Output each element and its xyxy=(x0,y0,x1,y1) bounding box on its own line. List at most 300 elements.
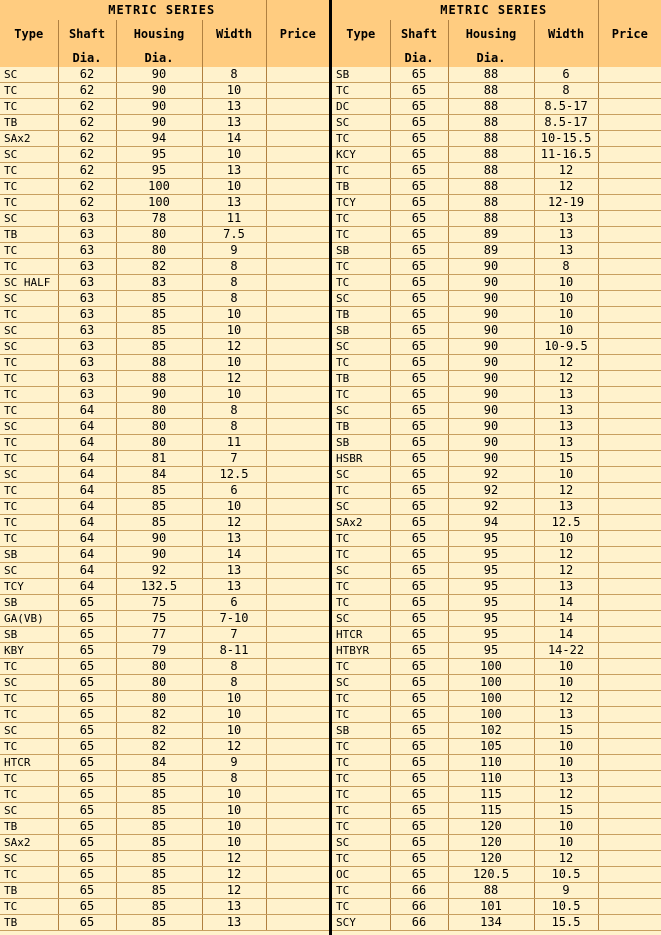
cell-price xyxy=(598,707,661,723)
cell-price xyxy=(266,227,329,243)
cell-shaft-dia: 65 xyxy=(58,883,116,899)
cell-price xyxy=(266,115,329,131)
cell-price xyxy=(266,579,329,595)
table-row xyxy=(332,307,661,323)
cell-type: DC xyxy=(332,99,390,115)
cell-type: TC xyxy=(332,691,390,707)
cell-housing-dia: 81 xyxy=(116,451,202,467)
cell-width: 10 xyxy=(202,723,266,739)
cell-price xyxy=(598,451,661,467)
cell-shaft-dia: 65 xyxy=(390,627,448,643)
table-row xyxy=(0,579,329,595)
table-row xyxy=(332,451,661,467)
cell-type: SB xyxy=(332,323,390,339)
cell-housing-dia: 80 xyxy=(116,691,202,707)
cell-shaft-dia: 62 xyxy=(58,179,116,195)
cell-width: 13 xyxy=(534,771,598,787)
cell-shaft-dia: 64 xyxy=(58,563,116,579)
table-row xyxy=(0,691,329,707)
cell-type: SCY xyxy=(332,915,390,931)
cell-type: SC xyxy=(332,291,390,307)
cell-housing-dia: 95 xyxy=(448,547,534,563)
cell-shaft-dia: 63 xyxy=(58,307,116,323)
cell-type: SB xyxy=(332,243,390,259)
cell-shaft-dia: 63 xyxy=(58,275,116,291)
cell-shaft-dia: 65 xyxy=(390,595,448,611)
table-body-left xyxy=(0,67,329,931)
cell-price xyxy=(598,467,661,483)
cell-type: TC xyxy=(332,387,390,403)
cell-type: TC xyxy=(0,307,58,323)
cell-type: TB xyxy=(0,915,58,931)
cell-housing-dia: 90 xyxy=(116,67,202,83)
cell-shaft-dia: 62 xyxy=(58,67,116,83)
subheader-blank xyxy=(202,48,266,67)
cell-housing-dia: 92 xyxy=(116,563,202,579)
cell-housing-dia: 92 xyxy=(448,467,534,483)
cell-type: SB xyxy=(332,723,390,739)
cell-type: TC xyxy=(332,579,390,595)
table-row xyxy=(0,803,329,819)
cell-width: 10 xyxy=(202,787,266,803)
cell-housing-dia: 80 xyxy=(116,227,202,243)
cell-width: 12 xyxy=(202,739,266,755)
cell-shaft-dia: 64 xyxy=(58,419,116,435)
cell-shaft-dia: 65 xyxy=(58,627,116,643)
cell-price xyxy=(266,547,329,563)
table-row xyxy=(0,387,329,403)
subheader-shaft-dia: Dia. xyxy=(390,48,448,67)
cell-type: TC xyxy=(332,531,390,547)
cell-type: SB xyxy=(332,435,390,451)
cell-price xyxy=(598,179,661,195)
cell-price xyxy=(266,451,329,467)
cell-type: TC xyxy=(0,483,58,499)
cell-housing-dia: 85 xyxy=(116,867,202,883)
table-row xyxy=(332,707,661,723)
cell-housing-dia: 95 xyxy=(448,531,534,547)
cell-housing-dia: 90 xyxy=(116,387,202,403)
table-row xyxy=(332,291,661,307)
table-row xyxy=(332,515,661,531)
cell-housing-dia: 85 xyxy=(116,835,202,851)
cell-shaft-dia: 63 xyxy=(58,227,116,243)
cell-shaft-dia: 65 xyxy=(390,803,448,819)
cell-width: 10 xyxy=(534,739,598,755)
table-row xyxy=(332,227,661,243)
cell-housing-dia: 90 xyxy=(448,307,534,323)
cell-price xyxy=(598,371,661,387)
cell-type: SC xyxy=(332,499,390,515)
cell-width: 13 xyxy=(202,115,266,131)
table-row xyxy=(332,803,661,819)
cell-type: TC xyxy=(0,355,58,371)
cell-type: HTCR xyxy=(332,627,390,643)
table-row xyxy=(0,275,329,291)
cell-price xyxy=(266,387,329,403)
table-row xyxy=(332,595,661,611)
cell-price xyxy=(266,307,329,323)
table-row xyxy=(332,179,661,195)
cell-shaft-dia: 65 xyxy=(390,419,448,435)
cell-type: TC xyxy=(0,707,58,723)
cell-price xyxy=(598,227,661,243)
cell-shaft-dia: 62 xyxy=(58,99,116,115)
cell-type: SC xyxy=(0,803,58,819)
cell-price xyxy=(266,67,329,83)
cell-width: 8 xyxy=(202,771,266,787)
cell-price xyxy=(266,243,329,259)
table-row xyxy=(0,483,329,499)
cell-width: 13 xyxy=(202,563,266,579)
cell-type: SC xyxy=(0,211,58,227)
cell-type: TB xyxy=(332,419,390,435)
table-row xyxy=(0,531,329,547)
cell-shaft-dia: 65 xyxy=(58,739,116,755)
table-row xyxy=(332,195,661,211)
cell-shaft-dia: 65 xyxy=(390,579,448,595)
cell-shaft-dia: 65 xyxy=(390,67,448,83)
cell-housing-dia: 95 xyxy=(448,643,534,659)
table-row xyxy=(332,531,661,547)
cell-width: 8 xyxy=(202,259,266,275)
cell-housing-dia: 102 xyxy=(448,723,534,739)
cell-shaft-dia: 65 xyxy=(390,355,448,371)
table-row xyxy=(0,307,329,323)
cell-shaft-dia: 65 xyxy=(390,547,448,563)
cell-price xyxy=(266,499,329,515)
cell-width: 13 xyxy=(534,707,598,723)
cell-width: 8 xyxy=(202,403,266,419)
cell-type: SAx2 xyxy=(0,835,58,851)
table-body-right xyxy=(332,67,661,931)
cell-shaft-dia: 64 xyxy=(58,435,116,451)
cell-price xyxy=(598,755,661,771)
cell-housing-dia: 94 xyxy=(116,131,202,147)
cell-width: 7 xyxy=(202,451,266,467)
cell-price xyxy=(598,67,661,83)
table-row xyxy=(332,659,661,675)
cell-width: 14 xyxy=(202,547,266,563)
cell-shaft-dia: 62 xyxy=(58,147,116,163)
cell-width: 13 xyxy=(534,227,598,243)
table-row xyxy=(0,835,329,851)
cell-shaft-dia: 65 xyxy=(390,147,448,163)
cell-shaft-dia: 65 xyxy=(390,515,448,531)
cell-housing-dia: 85 xyxy=(116,851,202,867)
cell-width: 10 xyxy=(202,691,266,707)
cell-price xyxy=(598,659,661,675)
cell-type: SC xyxy=(0,851,58,867)
table-row xyxy=(0,611,329,627)
cell-shaft-dia: 65 xyxy=(390,403,448,419)
cell-price xyxy=(266,291,329,307)
table-row xyxy=(0,451,329,467)
header-blank xyxy=(332,0,390,20)
cell-type: SB xyxy=(0,595,58,611)
cell-price xyxy=(266,643,329,659)
cell-price xyxy=(598,259,661,275)
cell-housing-dia: 90 xyxy=(448,371,534,387)
cell-type: SC xyxy=(0,467,58,483)
cell-type: GA(VB) xyxy=(0,611,58,627)
cell-housing-dia: 80 xyxy=(116,675,202,691)
cell-price xyxy=(598,195,661,211)
cell-shaft-dia: 65 xyxy=(58,915,116,931)
cell-shaft-dia: 63 xyxy=(58,355,116,371)
cell-price xyxy=(598,211,661,227)
cell-shaft-dia: 65 xyxy=(390,819,448,835)
cell-type: SC xyxy=(0,291,58,307)
cell-width: 12 xyxy=(534,851,598,867)
table-row xyxy=(332,99,661,115)
table-row xyxy=(0,707,329,723)
cell-type: SC xyxy=(0,323,58,339)
col-header-width: Width xyxy=(202,20,266,48)
cell-width: 12 xyxy=(202,339,266,355)
cell-shaft-dia: 64 xyxy=(58,531,116,547)
table-row xyxy=(0,659,329,675)
cell-type: SC xyxy=(332,467,390,483)
cell-housing-dia: 85 xyxy=(116,499,202,515)
cell-price xyxy=(266,787,329,803)
cell-shaft-dia: 65 xyxy=(390,243,448,259)
cell-housing-dia: 95 xyxy=(448,563,534,579)
cell-price xyxy=(598,243,661,259)
cell-type: TC xyxy=(332,787,390,803)
cell-shaft-dia: 65 xyxy=(390,115,448,131)
cell-type: TC xyxy=(0,371,58,387)
cell-housing-dia: 80 xyxy=(116,419,202,435)
cell-price xyxy=(266,771,329,787)
cell-shaft-dia: 63 xyxy=(58,387,116,403)
cell-width: 12 xyxy=(534,371,598,387)
cell-housing-dia: 95 xyxy=(448,595,534,611)
cell-width: 10 xyxy=(202,355,266,371)
cell-width: 13 xyxy=(202,579,266,595)
cell-width: 13 xyxy=(202,899,266,915)
cell-width: 14 xyxy=(534,627,598,643)
cell-width: 9 xyxy=(202,755,266,771)
cell-width: 13 xyxy=(534,419,598,435)
cell-shaft-dia: 65 xyxy=(390,675,448,691)
cell-housing-dia: 82 xyxy=(116,259,202,275)
cell-housing-dia: 82 xyxy=(116,723,202,739)
cell-width: 12 xyxy=(534,787,598,803)
cell-housing-dia: 101 xyxy=(448,899,534,915)
cell-width: 12.5 xyxy=(202,467,266,483)
cell-type: SC xyxy=(0,147,58,163)
cell-width: 9 xyxy=(534,883,598,899)
cell-housing-dia: 88 xyxy=(448,115,534,131)
table-row xyxy=(332,867,661,883)
cell-housing-dia: 90 xyxy=(116,547,202,563)
cell-type: TC xyxy=(332,275,390,291)
cell-price xyxy=(266,739,329,755)
cell-shaft-dia: 65 xyxy=(58,595,116,611)
cell-type: TC xyxy=(332,899,390,915)
cell-housing-dia: 120 xyxy=(448,835,534,851)
header-blank-price xyxy=(598,0,661,20)
cell-type: SC xyxy=(0,67,58,83)
cell-housing-dia: 80 xyxy=(116,243,202,259)
cell-type: TC xyxy=(332,83,390,99)
cell-width: 12 xyxy=(534,691,598,707)
table-row xyxy=(0,67,329,83)
cell-housing-dia: 75 xyxy=(116,595,202,611)
cell-type: SC xyxy=(0,419,58,435)
cell-shaft-dia: 65 xyxy=(58,691,116,707)
cell-type: KBY xyxy=(0,643,58,659)
cell-type: SB xyxy=(0,547,58,563)
cell-type: TB xyxy=(0,115,58,131)
cell-housing-dia: 92 xyxy=(448,499,534,515)
cell-width: 10 xyxy=(534,819,598,835)
cell-type: TC xyxy=(332,851,390,867)
cell-width: 7 xyxy=(202,627,266,643)
cell-housing-dia: 115 xyxy=(448,803,534,819)
cell-housing-dia: 82 xyxy=(116,739,202,755)
cell-housing-dia: 90 xyxy=(448,419,534,435)
cell-width: 8-11 xyxy=(202,643,266,659)
cell-type: TC xyxy=(332,131,390,147)
cell-price xyxy=(266,467,329,483)
cell-shaft-dia: 65 xyxy=(58,835,116,851)
subheader-blank xyxy=(332,48,390,67)
cell-width: 10 xyxy=(202,835,266,851)
cell-shaft-dia: 63 xyxy=(58,323,116,339)
cell-housing-dia: 92 xyxy=(448,483,534,499)
cell-housing-dia: 88 xyxy=(448,99,534,115)
cell-price xyxy=(598,147,661,163)
cell-housing-dia: 88 xyxy=(116,355,202,371)
header-blank xyxy=(0,0,58,20)
cell-type: SC xyxy=(0,723,58,739)
cell-shaft-dia: 65 xyxy=(58,787,116,803)
series-title: METRIC SERIES xyxy=(390,0,598,20)
cell-width: 6 xyxy=(534,67,598,83)
cell-width: 12 xyxy=(202,883,266,899)
table-row xyxy=(0,163,329,179)
cell-type: TCY xyxy=(0,579,58,595)
cell-width: 10 xyxy=(202,83,266,99)
cell-housing-dia: 90 xyxy=(448,275,534,291)
table-row xyxy=(0,563,329,579)
cell-type: HTCR xyxy=(0,755,58,771)
cell-price xyxy=(598,387,661,403)
cell-housing-dia: 85 xyxy=(116,803,202,819)
cell-housing-dia: 90 xyxy=(116,531,202,547)
cell-shaft-dia: 62 xyxy=(58,195,116,211)
cell-shaft-dia: 65 xyxy=(58,707,116,723)
cell-width: 8 xyxy=(202,291,266,307)
cell-price xyxy=(598,627,661,643)
cell-price xyxy=(266,211,329,227)
cell-price xyxy=(266,131,329,147)
cell-width: 10.5 xyxy=(534,899,598,915)
table-row xyxy=(332,771,661,787)
table-row xyxy=(0,883,329,899)
subheader-shaft-dia: Dia. xyxy=(58,48,116,67)
cell-width: 8 xyxy=(202,675,266,691)
table-row xyxy=(0,227,329,243)
cell-housing-dia: 95 xyxy=(116,147,202,163)
cell-type: SC xyxy=(0,339,58,355)
cell-housing-dia: 89 xyxy=(448,227,534,243)
cell-shaft-dia: 65 xyxy=(390,227,448,243)
cell-price xyxy=(266,83,329,99)
cell-width: 10 xyxy=(534,323,598,339)
cell-shaft-dia: 65 xyxy=(390,611,448,627)
cell-shaft-dia: 65 xyxy=(390,211,448,227)
cell-type: TC xyxy=(332,595,390,611)
cell-housing-dia: 85 xyxy=(116,883,202,899)
cell-shaft-dia: 65 xyxy=(390,131,448,147)
cell-type: TC xyxy=(332,755,390,771)
cell-price xyxy=(266,483,329,499)
cell-housing-dia: 100 xyxy=(448,691,534,707)
cell-housing-dia: 85 xyxy=(116,323,202,339)
cell-shaft-dia: 65 xyxy=(390,451,448,467)
cell-shaft-dia: 65 xyxy=(390,643,448,659)
table-row xyxy=(0,499,329,515)
cell-price xyxy=(266,899,329,915)
subheader-blank xyxy=(0,48,58,67)
table-row xyxy=(0,291,329,307)
cell-shaft-dia: 65 xyxy=(390,787,448,803)
cell-housing-dia: 100 xyxy=(116,195,202,211)
cell-price xyxy=(598,515,661,531)
table-row xyxy=(0,195,329,211)
cell-housing-dia: 89 xyxy=(448,243,534,259)
table-row xyxy=(0,243,329,259)
cell-shaft-dia: 64 xyxy=(58,579,116,595)
cell-housing-dia: 90 xyxy=(448,435,534,451)
cell-housing-dia: 82 xyxy=(116,707,202,723)
cell-type: TC xyxy=(332,883,390,899)
table-row xyxy=(332,163,661,179)
cell-housing-dia: 88 xyxy=(448,163,534,179)
cell-housing-dia: 88 xyxy=(448,195,534,211)
table-row xyxy=(0,915,329,931)
cell-housing-dia: 132.5 xyxy=(116,579,202,595)
table-row xyxy=(332,243,661,259)
cell-shaft-dia: 65 xyxy=(390,563,448,579)
cell-housing-dia: 95 xyxy=(116,163,202,179)
cell-housing-dia: 88 xyxy=(448,67,534,83)
table-row xyxy=(0,419,329,435)
cell-type: TB xyxy=(0,883,58,899)
table-row xyxy=(0,259,329,275)
cell-housing-dia: 94 xyxy=(448,515,534,531)
cell-price xyxy=(598,419,661,435)
cell-shaft-dia: 64 xyxy=(58,451,116,467)
cell-width: 11-16.5 xyxy=(534,147,598,163)
cell-shaft-dia: 65 xyxy=(58,675,116,691)
table-row xyxy=(332,83,661,99)
cell-type: KCY xyxy=(332,147,390,163)
subheader-blank xyxy=(598,48,661,67)
cell-housing-dia: 85 xyxy=(116,515,202,531)
cell-housing-dia: 88 xyxy=(448,131,534,147)
table-row xyxy=(332,675,661,691)
table-row xyxy=(0,819,329,835)
cell-width: 12 xyxy=(202,371,266,387)
cell-price xyxy=(266,323,329,339)
table-row xyxy=(0,787,329,803)
cell-shaft-dia: 65 xyxy=(390,691,448,707)
cell-price xyxy=(266,691,329,707)
